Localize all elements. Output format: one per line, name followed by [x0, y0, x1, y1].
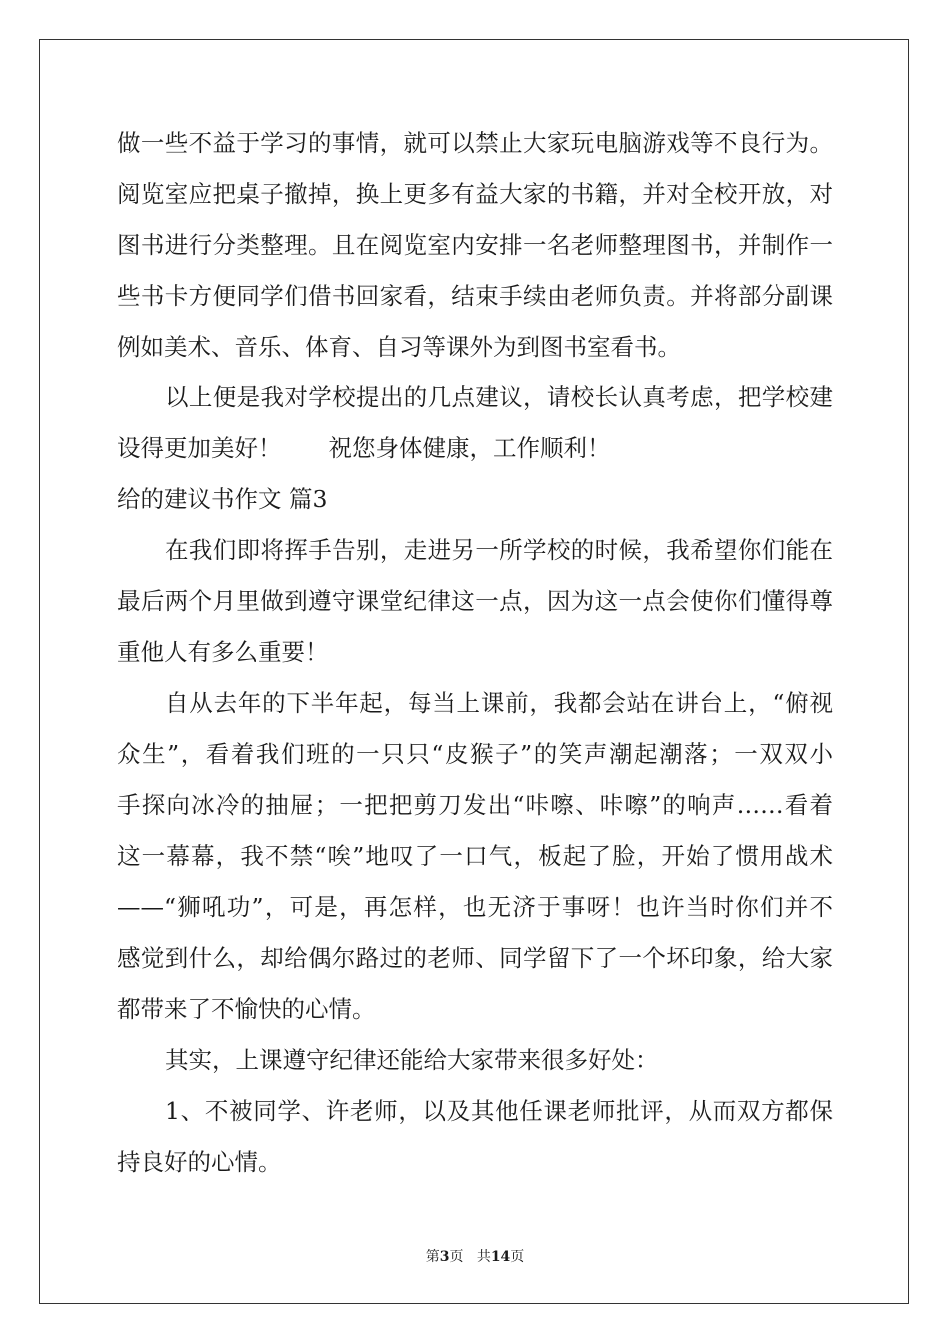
section-heading: 给的建议书作文 篇3 [117, 485, 328, 513]
page-suffix: 页 [449, 1249, 464, 1265]
text-line: 以上便是我对学校提出的几点建议，请校长认真考虑，把学校建 [165, 383, 833, 411]
text-line: 设得更加美好！ 祝您身体健康，工作顺利！ [117, 434, 611, 462]
text-line: 感觉到什么，却给偶尔路过的老师、同学留下了一个坏印象，给大家 [117, 944, 833, 972]
text-line: 最后两个月里做到遵守课堂纪律这一点，因为这一点会使你们懂得尊 [117, 587, 833, 615]
text-line: 例如美术、音乐、体育、自习等课外为到图书室看书。 [117, 333, 681, 361]
text-line: 众生”，看着我们班的一只只“皮猴子”的笑声潮起潮落；一双双小 [117, 740, 833, 768]
text-line: 都带来了不愉快的心情。 [117, 995, 376, 1023]
total-suffix: 页 [510, 1249, 525, 1265]
text-line: 手探向冰冷的抽屉；一把把剪刀发出“咔嚓、咔嚓”的响声……看着 [117, 791, 833, 819]
text-line: 重他人有多么重要！ [117, 638, 329, 666]
page-footer [0, 1248, 950, 1266]
text-line: 图书进行分类整理。且在阅览室内安排一名老师整理图书，并制作一 [117, 231, 833, 259]
page-prefix: 第 [425, 1249, 440, 1265]
text-line: ——“狮吼功”，可是，再怎样，也无济于事呀！也许当时你们并不 [117, 893, 833, 921]
text-line: 持良好的心情。 [117, 1148, 282, 1176]
text-line: 1、不被同学、许老师，以及其他任课老师批评，从而双方都保 [165, 1097, 833, 1125]
text-line: 阅览室应把桌子撤掉，换上更多有益大家的书籍，并对全校开放，对 [117, 180, 833, 208]
total-prefix: 共 [476, 1249, 491, 1265]
page-total: 14 [490, 1249, 511, 1265]
text-line: 这一幕幕，我不禁“唉”地叹了一口气，板起了脸，开始了惯用战术 [117, 842, 833, 870]
text-line: 在我们即将挥手告别，走进另一所学校的时候，我希望你们能在 [165, 536, 833, 564]
text-line: 些书卡方便同学们借书回家看，结束手续由老师负责。并将部分副课 [117, 282, 833, 310]
page-current: 3 [439, 1249, 450, 1265]
text-line: 自从去年的下半年起，每当上课前，我都会站在讲台上，“俯视 [165, 689, 833, 717]
text-line: 做一些不益于学习的事情，就可以禁止大家玩电脑游戏等不良行为。 [117, 129, 833, 157]
text-line: 其实，上课遵守纪律还能给大家带来很多好处： [165, 1046, 659, 1074]
